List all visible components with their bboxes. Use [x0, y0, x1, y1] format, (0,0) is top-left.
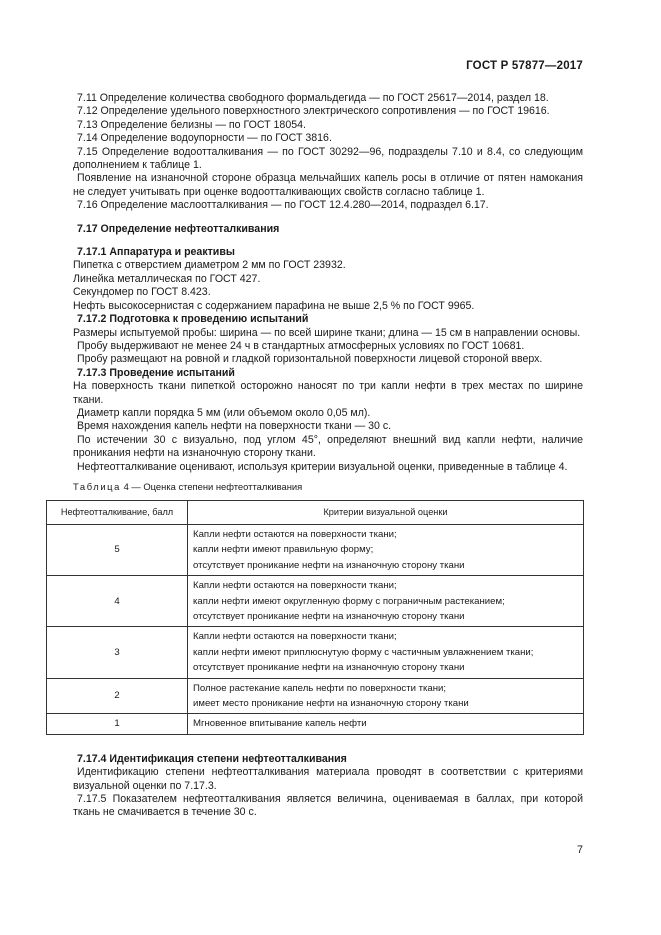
paragraph-7-15: 7.15 Определение водоотталкивания — по ГОСТ 30292—96, подразделы 7.10 и 8.4, со следующим дополнением к таблице 1.	[73, 145, 583, 172]
score-cell: 4	[47, 576, 188, 627]
oil-repellency-table	[46, 500, 584, 735]
criteria-line: капли нефти имеют правильную форму;	[193, 544, 374, 556]
header-score: Нефтеотталкивание, балл	[47, 500, 188, 524]
apparatus-pipette: Пипетка с отверстием диаметром 2 мм по ГОСТ 23932.	[73, 259, 346, 272]
prep-sample-size: Размеры испытуемой пробы: ширина — по всей ширине ткани; длина — 15 см в направлении основы.	[73, 326, 581, 339]
heading-7-17-2: 7.17.2 Подготовка к проведению испытаний	[77, 313, 309, 326]
document-code: ГОСТ Р 57877—2017	[466, 60, 583, 72]
table-caption	[73, 481, 583, 493]
criteria-line: капли нефти имеют округленную форму с пограничным растеканием;	[193, 595, 505, 607]
header-criteria: Критерии визуальной оценки	[188, 500, 584, 524]
score-cell: 3	[47, 627, 188, 678]
test-visual-check: По истечении 30 с визуально, под углом 45°, определяют внешний вид капли нефти, наличие проникания нефти на изнаночную сторону ткани.	[73, 433, 583, 460]
criteria-cell	[188, 678, 584, 714]
table-row	[47, 576, 584, 627]
apparatus-ruler: Линейка металлическая по ГОСТ 427.	[73, 272, 261, 285]
paragraph-7-14: 7.14 Определение водоупорности — по ГОСТ 3816.	[77, 132, 332, 145]
table-row	[47, 678, 584, 714]
apparatus-oil: Нефть высокосернистая с содержанием парафина не выше 2,5 % по ГОСТ 9965.	[73, 299, 475, 312]
criteria-line: Капли нефти остаются на поверхности ткани;	[193, 631, 397, 643]
heading-7-17-1: 7.17.1 Аппаратура и реактивы	[77, 246, 235, 259]
paragraph-7-17-5: 7.17.5 Показателем нефтеотталкивания является величина, оцениваемая в баллах, при которой ткань не смачивается в течение 30 с.	[73, 793, 583, 819]
identification-text: Идентификацию степени нефтеотталкивания материала проводят в соответствии с критериями визуальной оценки по 7.17.3.	[73, 766, 583, 792]
table-caption-title: 4 — Оценка степени нефтеотталкивания	[123, 480, 303, 492]
prep-placement: Пробу размещают на ровной и гладкой горизонтальной поверхности лицевой стороной вверх.	[77, 353, 543, 366]
heading-7-17-3: 7.17.3 Проведение испытаний	[77, 366, 235, 379]
criteria-line: имеет место проникание нефти на изнаночную сторону ткани	[193, 698, 469, 710]
paragraph-7-16: 7.16 Определение маслоотталкивания — по ГОСТ 12.4.280—2014, подраздел 6.17.	[77, 199, 489, 212]
table-row	[47, 627, 584, 678]
criteria-line: отсутствует проникание нефти на изнаночную сторону ткани	[193, 559, 465, 571]
score-cell: 2	[47, 678, 188, 714]
prep-conditioning: Пробу выдерживают не менее 24 ч в стандартных атмосферных условиях по ГОСТ 10681.	[77, 339, 525, 352]
test-duration: Время нахождения капель нефти на поверхности ткани — 30 с.	[77, 420, 392, 433]
criteria-line: Капли нефти остаются на поверхности ткани;	[193, 580, 397, 592]
criteria-line: Мгновенное впитывание капель нефти	[193, 718, 367, 730]
apparatus-stopwatch: Секундомер по ГОСТ 8.423.	[73, 286, 211, 299]
table-header-row	[47, 500, 584, 524]
paragraph-7-11: 7.11 Определение количества свободного формальдегида — по ГОСТ 25617—2014, раздел 18.	[77, 92, 549, 104]
criteria-cell	[188, 576, 584, 627]
criteria-line: отсутствует проникание нефти на изнаночную сторону ткани	[193, 611, 465, 622]
criteria-line: Капли нефти остаются на поверхности ткани;	[193, 528, 397, 540]
criteria-cell	[188, 714, 584, 734]
page-body	[60, 92, 583, 820]
page-number: 7	[576, 844, 583, 856]
table-row	[47, 524, 584, 575]
heading-7-17: 7.17 Определение нефтеотталкивания	[77, 222, 280, 235]
test-apply-drops: На поверхность ткани пипеткой осторожно наносят по три капли нефти в трех местах по ширине ткани.	[73, 380, 583, 406]
criteria-line: Полное растекание капель нефти по поверхности ткани;	[193, 682, 447, 694]
criteria-cell	[188, 524, 584, 575]
heading-7-17-4: 7.17.4 Идентификация степени нефтеотталкивания	[77, 752, 347, 765]
test-evaluation: Нефтеотталкивание оценивают, используя критерии визуальной оценки, приведенные в таблице 4.	[77, 460, 568, 473]
criteria-cell	[188, 627, 584, 678]
test-drop-diameter: Диаметр капли порядка 5 мм (или объемом около 0,05 мл).	[77, 406, 371, 419]
criteria-line: капли нефти имеют приплюснутую форму с частичным увлажнением ткани;	[193, 646, 534, 658]
criteria-line: отсутствует проникание нефти на изнаночную сторону ткани	[193, 662, 465, 674]
paragraph-dew-note: Появление на изнаночной стороне образца мельчайших капель росы в отличие от пятен намокания не следует учитывать при оценке водоотталкивающих свойств согласно таблице 1.	[73, 172, 583, 198]
table-row	[47, 714, 584, 734]
score-cell: 5	[47, 524, 188, 575]
score-cell: 1	[47, 714, 188, 734]
paragraph-7-13: 7.13 Определение белизны — по ГОСТ 18054.	[77, 118, 306, 131]
paragraph-7-12: 7.12 Определение удельного поверхностного электрического сопротивления — по ГОСТ 19616.	[77, 105, 550, 118]
table-caption-label: Таблица	[73, 480, 121, 492]
